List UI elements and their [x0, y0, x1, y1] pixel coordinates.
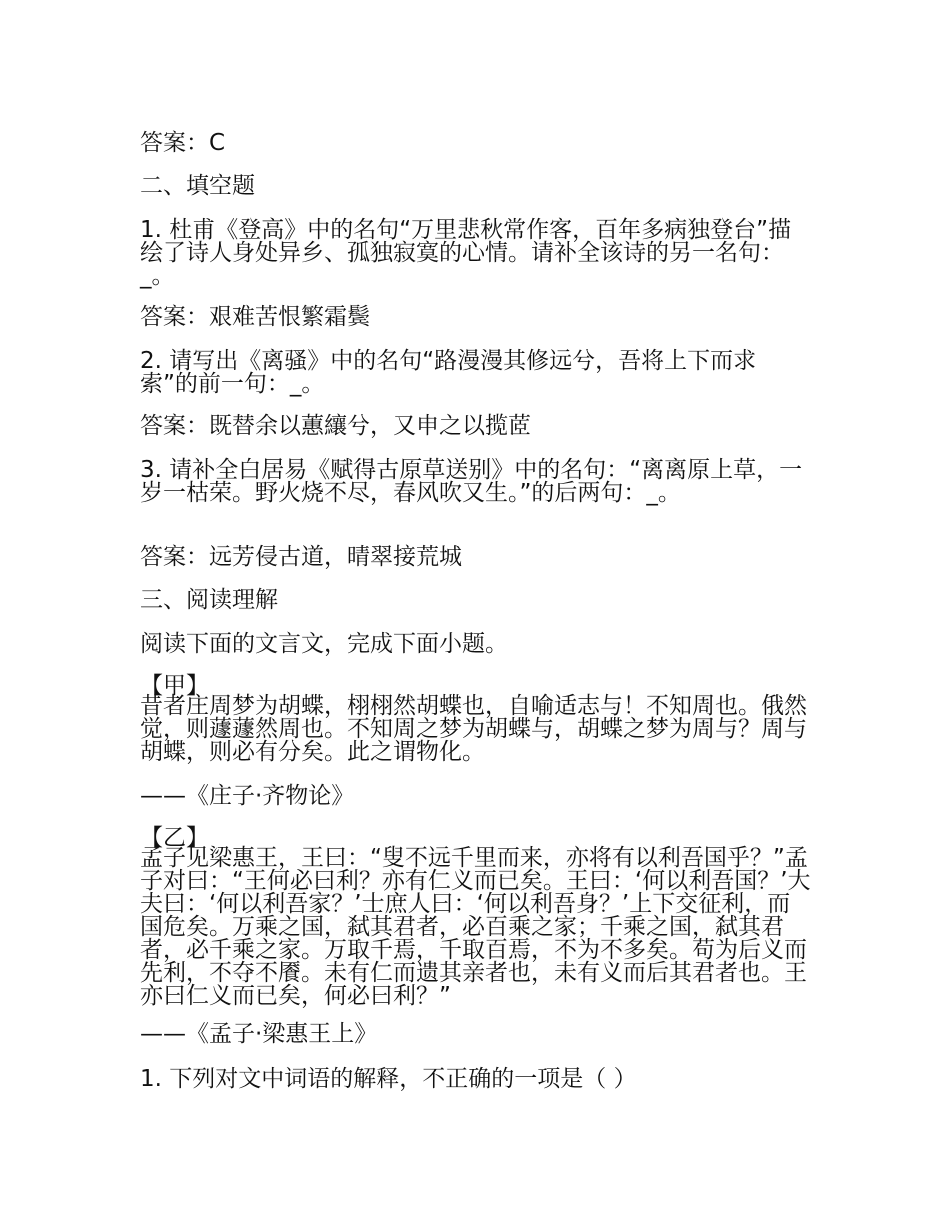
passage-jia-text: 昔者庄周梦为胡蝶，栩栩然胡蝶也，自喻适志与！不知周也。俄然觉，则蘧蘧然周也。不知周之梦为胡蝶与，胡蝶之梦为周与？周与胡蝶，则必有分矣。此之谓物化。 — [140, 693, 807, 765]
section-3-title: 三、阅读理解 — [140, 587, 278, 613]
reading-question-1: 1. 下列对文中词语的解释，不正确的一项是（ ） — [140, 1066, 637, 1092]
section-2-title: 二、填空题 — [140, 173, 255, 199]
fill-question-3: 3. 请补全白居易《赋得古原草送别》中的名句：“离离原上草，一岁一枯荣。野火烧不尽，春风吹又生。”的后两句：_。 — [140, 457, 803, 506]
passage-yi-label: 【乙】 — [140, 825, 209, 851]
fill-question-2: 2. 请写出《离骚》中的名句“路漫漫其修远兮，吾将上下而求索”的前一句：_。 — [140, 348, 757, 397]
passage-jia-label: 【甲】 — [140, 673, 209, 699]
passage-yi-source: ——《孟子·梁惠王上》 — [140, 1021, 378, 1047]
reading-intro: 阅读下面的文言文，完成下面小题。 — [140, 631, 508, 657]
answer-c: 答案：C — [140, 130, 226, 156]
passage-yi-text: 孟子见梁惠王，王曰：“叟不远千里而来，亦将有以利吾国乎？”孟子对曰：“王何必曰利？亦有仁义而已矣。王曰：‘何以利吾国？’大夫曰：‘何以利吾家？’士庶人曰：‘何以利吾身？’上下交征利，而国危矣。万乘之国，弑其君者，必百乘之家；千乘之国，弑其君者，必千乘之家。万取千焉，千取百焉，不为不多矣。苟为后义而先利，不夺不餍。未有仁而遗其亲者也，未有义而后其君者也。王亦曰仁义而已矣，何必曰利？” — [140, 845, 811, 1009]
fill-answer-3: 答案：远芳侵古道，晴翠接荒城 — [140, 544, 462, 570]
fill-answer-2: 答案：既替余以蕙纕兮，又申之以揽茝 — [140, 413, 531, 439]
passage-jia-source: ——《庄子·齐物论》 — [140, 783, 355, 809]
fill-answer-1: 答案：艰难苦恨繁霜鬓 — [140, 304, 370, 330]
fill-question-1: 1. 杜甫《登高》中的名句“万里悲秋常作客，百年多病独登台”描绘了诗人身处异乡、孤独寂寞的心情。请补全该诗的另一名句：_。 — [140, 217, 792, 289]
